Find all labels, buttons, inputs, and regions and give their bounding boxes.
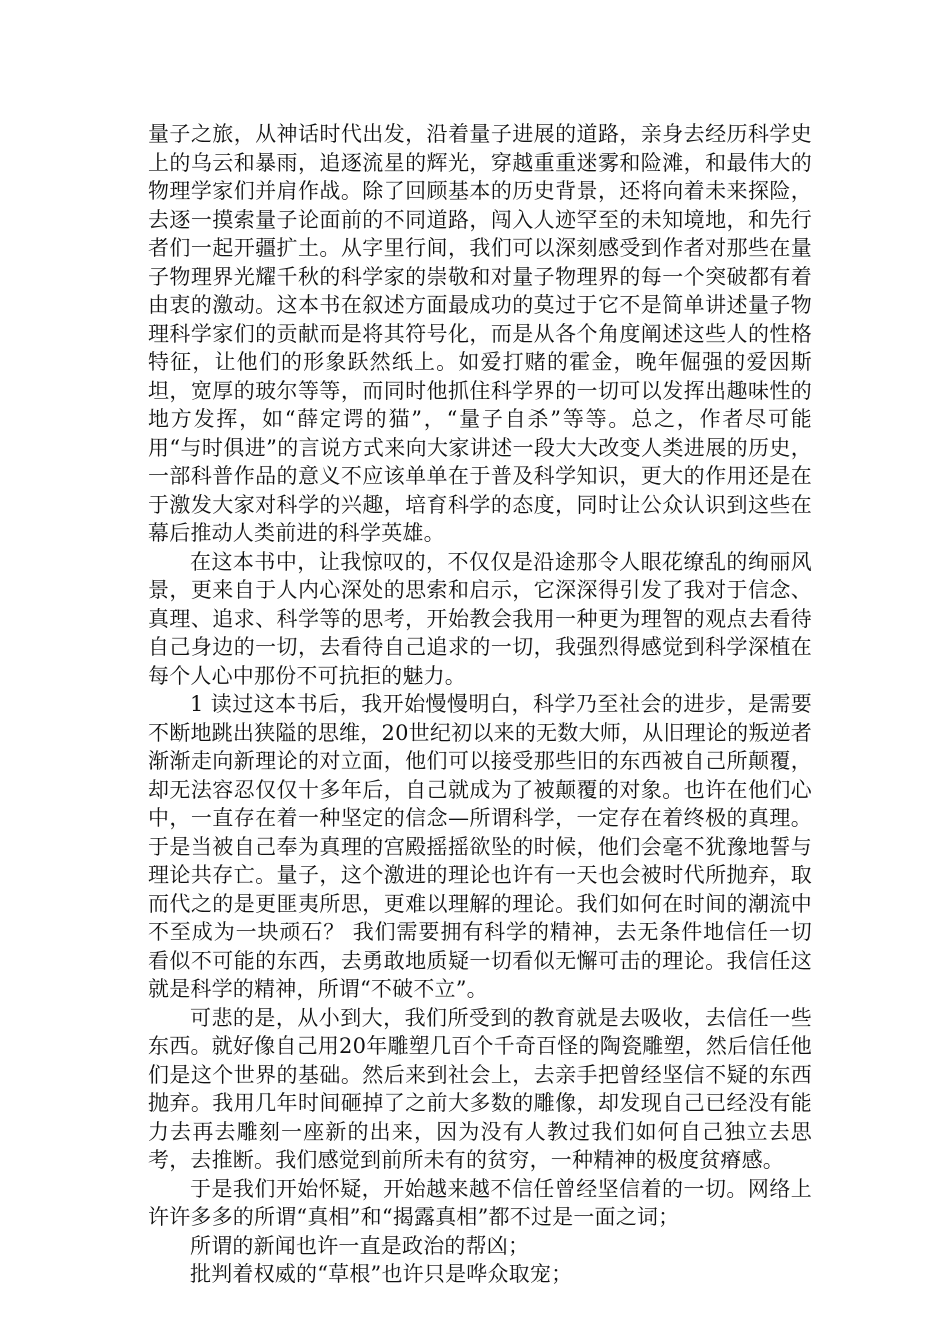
paragraph-2: 在这本书中，让我惊叹的，不仅仅是沿途那令人眼花缭乱的绚丽风景，更来自于人内心深处的思索和启示，它深深得引发了我对于信念、真理、追求、科学等的思考，开始教会我用一种更为理智的观点去看待自己身边的一切，去看待自己追求的一切，我强烈得感觉到科学深植在每个人心中那份不可抗拒的魅力。 <box>148 549 812 688</box>
paragraph-3: 1 读过这本书后，我开始慢慢明白，科学乃至社会的进步，是需要不断地跳出狭隘的思维，20世纪初以来的无数大师，从旧理论的叛逆者渐渐走向新理论的对立面，他们可以接受那些旧的东西被自己所颠覆，却无法容忍仅仅十多年后，自己就成为了被颠覆的对象。也许在他们心中，一直存在着一种坚定的信念—所谓科学，一定存在着终极的真理。于是当被自己奉为真理的宫殿摇摇欲坠的时候，他们会毫不犹豫地誓与理论共存亡。量子，这个激进的理论也许有一天也会被时代所抛弃，取而代之的是更匪夷所思，更难以理解的理论。我们如何在时间的潮流中不至成为一块顽石？ 我们需要拥有科学的精神，去无条件地信任一切看似不可能的东西，去勇敢地质疑一切看似无懈可击的理论。我信任这就是科学的精神，所谓“不破不立”。 <box>148 692 812 1001</box>
paragraph-7: 批判着权威的“草根”也许只是哗众取宠； <box>190 1262 573 1286</box>
paragraph-4: 可悲的是，从小到大，我们所受到的教育就是去吸收，去信任一些东西。就好像自己用20年雕塑几百个千奇百怪的陶瓷雕塑，然后信任他们是这个世界的基础。然后来到社会上，去亲手把曾经坚信不疑的东西抛弃。我用几年时间砸掉了之前大多数的雕像，却发现自己已经没有能力去再去雕刻一座新的出来，因为没有人教过我们如何自己独立去思考，去推断。我们感觉到前所未有的贫穷，一种精神的极度贫瘠感。 <box>148 1005 812 1172</box>
paragraph-5: 于是我们开始怀疑，开始越来越不信任曾经坚信着的一切。网络上许许多多的所谓“真相”和“揭露真相”都不过是一面之词； <box>148 1176 812 1229</box>
paragraph-6: 所谓的新闻也许一直是政治的帮凶； <box>190 1233 530 1258</box>
document-body <box>148 120 812 1289</box>
paragraph-1: 量子之旅，从神话时代出发，沿着量子进展的道路，亲身去经历科学史上的乌云和暴雨，追逐流星的辉光，穿越重重迷雾和险滩，和最伟大的物理学家们并肩作战。除了回顾基本的历史背景，还将向着未来探险，去逐一摸索量子论面前的不同道路，闯入人迹罕至的未知境地，和先行者们一起开疆扩土。从字里行间，我们可以深刻感受到作者对那些在量子物理界光耀千秋的科学家的崇敬和对量子物理界的每一个突破都有着由衷的激动。这本书在叙述方面最成功的莫过于它不是简单讲述量子物理科学家们的贡献而是将其符号化，而是从各个角度阐述这些人的性格特征，让他们的形象跃然纸上。如爱打赌的霍金，晚年倔强的爱因斯坦，宽厚的玻尔等等，而同时他抓住科学界的一切可以发挥出趣味性的地方发挥，如“薛定谔的猫”，“量子自杀”等等。总之，作者尽可能用“与时俱进”的言说方式来向大家讲述一段大大改变人类进展的历史，一部科普作品的意义不应该单单在于普及科学知识，更大的作用还是在于激发大家对科学的兴趣，培育科学的态度，同时让公众认识到这些在幕后推动人类前进的科学英雄。 <box>148 122 812 545</box>
